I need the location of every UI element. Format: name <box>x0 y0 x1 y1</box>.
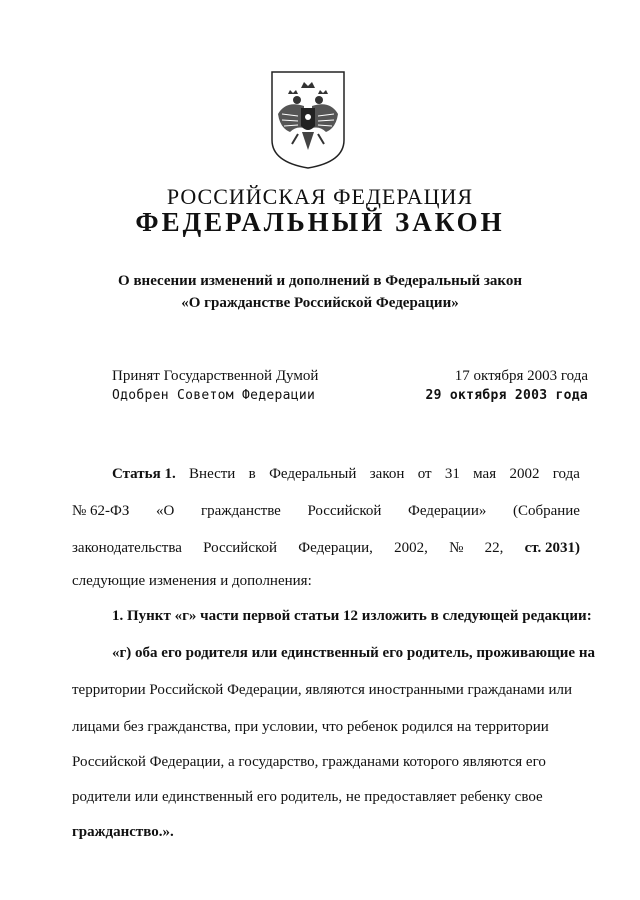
law-title <box>0 270 640 314</box>
word: мая <box>473 466 497 482</box>
adoption-label: Принят Государственной Думой <box>112 368 319 384</box>
word: закон <box>369 466 405 482</box>
word: Внести <box>189 466 236 482</box>
word: «О <box>156 503 175 519</box>
article-line-3 <box>72 540 580 557</box>
word: 31 <box>444 466 460 482</box>
word: 2002 <box>509 466 540 482</box>
country-name: РОССИЙСКАЯ ФЕДЕРАЦИЯ <box>166 184 474 209</box>
word: № <box>449 540 464 556</box>
quote-line-6: гражданство.». <box>72 824 174 840</box>
article-line-4: следующие изменения и дополнения: <box>72 573 312 589</box>
word: Федеральный <box>269 466 357 482</box>
quote-line-4: Российской Федерации, а государство, гражданами которого являются его <box>72 754 546 770</box>
word: № 62-ФЗ <box>72 503 130 519</box>
adoption-date: 17 октября 2003 года <box>454 368 588 384</box>
article-number: Статья 1. <box>112 466 176 482</box>
word: 2002, <box>394 540 428 556</box>
word: (Собрание <box>512 503 580 519</box>
word: Федерации, <box>298 540 373 556</box>
quote-line-2: территории Российской Федерации, являются иностранными гражданами или <box>72 682 572 698</box>
word: гражданстве <box>200 503 281 519</box>
quote-line-3: лицами без гражданства, при условии, что ребенок родился на территории <box>72 719 549 735</box>
word: Российской <box>307 503 382 519</box>
word: ст. 2031) <box>524 540 580 556</box>
law-title-line-1: О внесении изменений и дополнений в Федеральный закон <box>118 273 522 289</box>
law-type-heading: ФЕДЕРАЛЬНЫЙ ЗАКОН <box>135 207 505 237</box>
word: в <box>248 466 256 482</box>
article-line-2 <box>72 503 580 520</box>
coat-of-arms-icon <box>268 70 348 170</box>
adoption-date: 29 октября 2003 года <box>425 388 588 403</box>
quote-line-1: «г) оба его родителя или единственный его родитель, проживающие на <box>112 645 595 661</box>
law-title-line-2: «О гражданстве Российской Федерации» <box>181 295 459 311</box>
adoption-label: Одобрен Советом Федерации <box>112 388 316 403</box>
point-1: 1. Пункт «г» части первой статьи 12 изложить в следующей редакции: <box>112 608 592 624</box>
word: 22, <box>484 540 504 556</box>
quote-line-5: родители или единственный его родитель, не предоставляет ребенку свое <box>72 789 543 805</box>
word: Федерации» <box>408 503 487 519</box>
article-line-1 <box>112 466 580 483</box>
word: законодательства <box>72 540 182 556</box>
word: от <box>417 466 432 482</box>
word: года <box>552 466 580 482</box>
word: Российской <box>203 540 278 556</box>
